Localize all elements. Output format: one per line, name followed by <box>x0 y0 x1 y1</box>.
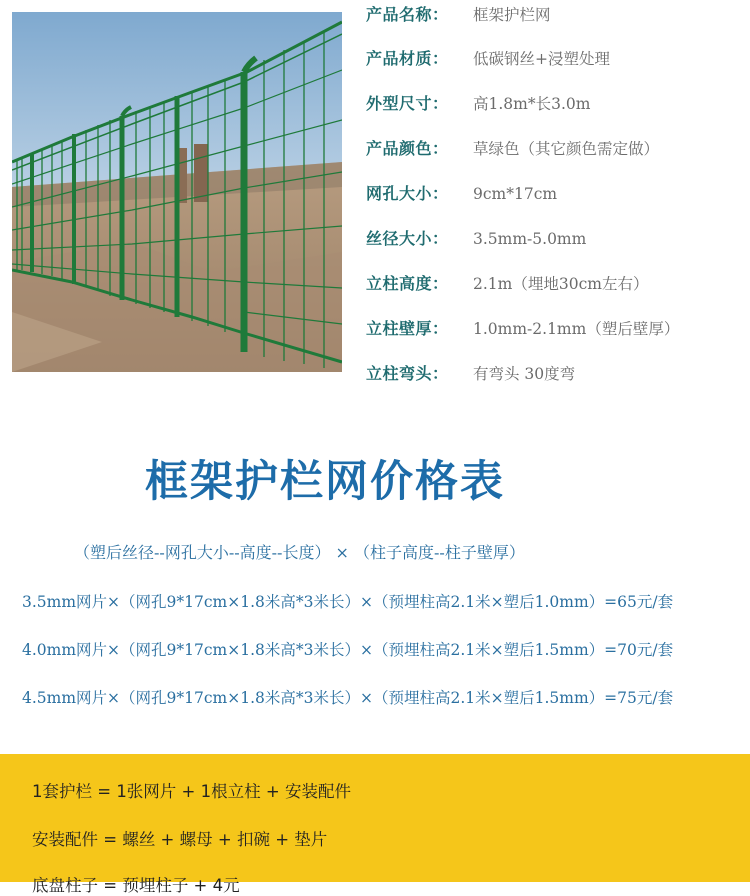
spec-value: 1.0mm-2.1mm（塑后壁厚） <box>473 320 680 338</box>
spec-row-size <box>366 89 590 119</box>
price-table-title: 框架护栏网价格表 <box>145 457 505 507</box>
spec-row-post-height <box>366 269 648 299</box>
spec-value: 有弯头 30度弯 <box>473 365 576 383</box>
spec-value: 框架护栏网 <box>473 6 551 24</box>
note-line: 安装配件 = 螺丝 + 螺母 + 扣碗 + 垫片 <box>32 830 328 849</box>
price-row: 3.5mm网片×（网孔9*17cm×1.8米高*3米长）×（预埋柱高2.1米×塑后1.0mm）=65元/套 <box>22 593 674 611</box>
spec-label: 立柱高度： <box>366 274 449 293</box>
spec-label: 产品材质： <box>366 49 449 68</box>
spec-label: 产品颜色： <box>366 139 449 158</box>
spec-value: 9cm*17cm <box>473 185 558 203</box>
product-photo <box>12 12 342 372</box>
spec-label: 立柱壁厚： <box>366 319 449 338</box>
spec-row-color <box>366 134 659 164</box>
spec-value: 草绿色（其它颜色需定做） <box>473 140 660 158</box>
price-row: 4.5mm网片×（网孔9*17cm×1.8米高*3米长）×（预埋柱高2.1米×塑后1.5mm）=75元/套 <box>22 689 674 707</box>
spec-label: 立柱弯头： <box>366 364 449 383</box>
spec-label: 网孔大小： <box>366 184 449 203</box>
notes-banner <box>0 754 750 895</box>
spec-row-post-thickness <box>366 314 679 344</box>
note-line: 1套护栏 = 1张网片 + 1根立柱 + 安装配件 <box>32 782 351 801</box>
spec-row-material <box>366 44 610 74</box>
price-formula: （塑后丝径--网孔大小--高度--长度） × （柱子高度--柱子壁厚） <box>74 543 525 562</box>
spec-label: 丝径大小： <box>366 229 449 248</box>
spec-label: 产品名称： <box>366 5 449 24</box>
spec-row-post-bend <box>366 359 575 389</box>
spec-value: 高1.8m*长3.0m <box>473 95 591 113</box>
spec-value: 2.1m（埋地30cm左右） <box>473 275 649 293</box>
spec-value: 低碳钢丝+浸塑处理 <box>473 50 610 68</box>
price-row: 4.0mm网片×（网孔9*17cm×1.8米高*3米长）×（预埋柱高2.1米×塑后1.5mm）=70元/套 <box>22 641 674 659</box>
spec-row-name <box>366 0 551 30</box>
note-line: 底盘柱子 = 预埋柱子 + 4元 <box>32 876 240 895</box>
fence-illustration <box>12 12 342 372</box>
spec-row-wire <box>366 224 586 254</box>
spec-label: 外型尺寸： <box>366 94 449 113</box>
spec-row-mesh <box>366 179 557 209</box>
spec-value: 3.5mm-5.0mm <box>473 230 587 248</box>
